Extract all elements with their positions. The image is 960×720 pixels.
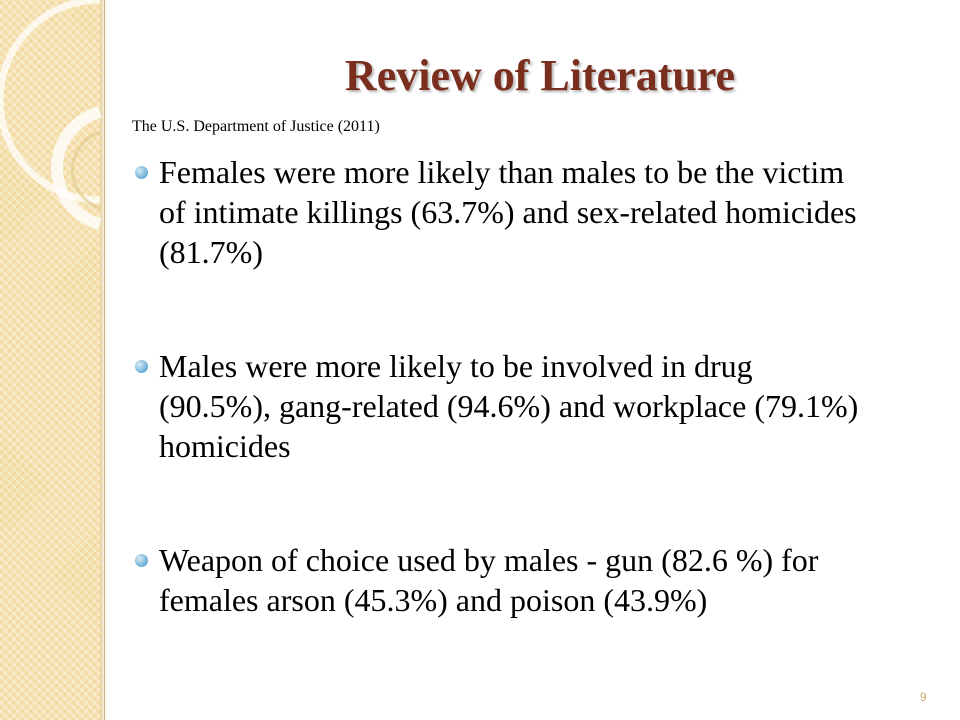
bullet-text: Males were more likely to be involved in drug (90.5%), gang-related (94.6%) and workplace (79.1%) homicides bbox=[159, 348, 859, 464]
decorative-rings bbox=[0, 0, 140, 260]
bullet-item bbox=[132, 346, 872, 466]
bullet-icon bbox=[135, 360, 148, 373]
bullet-text: Females were more likely than males to be the victim of intimate killings (63.7%) and sex-related homicides (81.7%) bbox=[159, 154, 857, 270]
slide-title: Review of Literature bbox=[344, 51, 736, 100]
bullet-icon bbox=[135, 166, 148, 179]
bullet-item bbox=[132, 152, 872, 272]
source-citation: The U.S. Department of Justice (2011) bbox=[132, 118, 380, 135]
bullet-icon bbox=[135, 554, 148, 567]
bullet-text: Weapon of choice used by males - gun (82.6 %) for females arson (45.3%) and poison (43.9%) bbox=[159, 542, 819, 618]
bullet-item bbox=[132, 540, 872, 620]
bullet-list bbox=[132, 152, 872, 620]
page-number: 9 bbox=[920, 690, 927, 704]
decorative-arc-medium bbox=[57, 112, 100, 224]
